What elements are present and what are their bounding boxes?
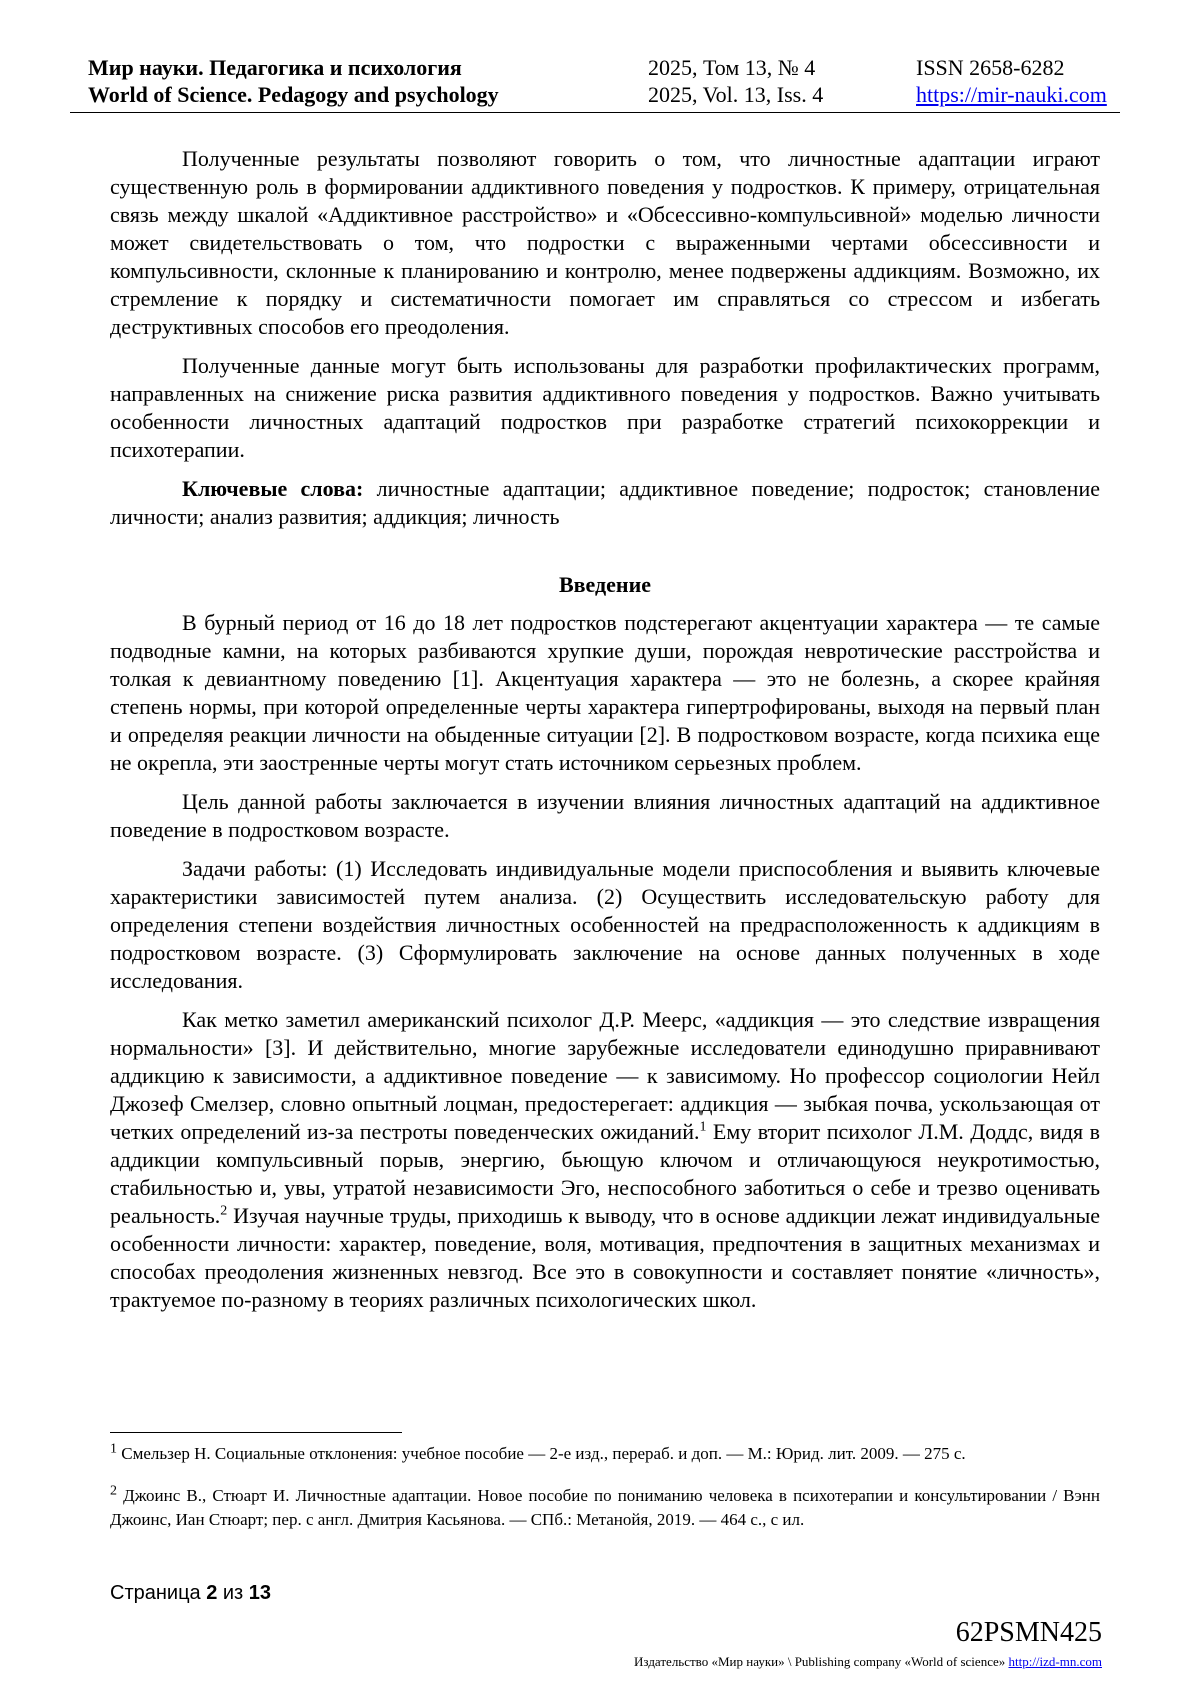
footnote-1-text: Смельзер Н. Социальные отклонения: учебное пособие — 2-е изд., перераб. и доп. — М.: Юрид. лит. 2009. — 275 с.	[117, 1444, 966, 1463]
publisher-line	[634, 1654, 1102, 1670]
footnote-1	[110, 1442, 1100, 1466]
page-prefix: Страница	[110, 1582, 207, 1604]
intro-paragraph-4	[110, 1006, 1100, 1314]
intro-paragraph-3: Задачи работы: (1) Исследовать индивидуальные модели приспособления и выявить ключевые характеристики зависимостей путем анализа. (2) Осуществить исследовательскую работу для определения степени воздействия личностных особенностей на предрасположенность к аддикциям в подростковом возрасте. (3) Сформулировать заключение на основе данных полученных в ходе исследования.	[110, 856, 1100, 993]
page-header	[70, 54, 1120, 113]
page-mid: из	[217, 1582, 249, 1604]
issue-info	[648, 54, 823, 108]
issn-block	[916, 54, 1107, 108]
keywords-label: Ключевые слова:	[182, 476, 364, 501]
intro-p4-part3: Изучая научные труды, приходишь к выводу, что в основе аддикции лежат индивидуальные особенности личности: характер, поведение, воля, мотивация, предпочтения в защитных механизмах и способах преодоления жизненных невзгод. Все это в совокупности и составляет понятие «личность», трактуемое по-разному в теориях различных психологических школ.	[110, 1203, 1100, 1312]
journal-title-en: World of Science. Pedagogy and psychology	[88, 82, 499, 107]
issn: ISSN 2658-6282	[916, 55, 1065, 80]
journal-title-ru: Мир науки. Педагогика и психология	[88, 55, 462, 80]
issue-en: 2025, Vol. 13, Iss. 4	[648, 82, 824, 107]
abstract-paragraph-1: Полученные результаты позволяют говорить о том, что личностные адаптации играют существенную роль в формировании аддиктивного поведения у подростков. К примеру, отрицательная связь между шкалой «Аддиктивное расстройство» и «Обсессивно-компульсивной» моделью личности может свидетельствовать о том, что подростки с выраженными чертами обсессивности и компульсивности, склонные к планированию и контролю, менее подвержены аддикциям. Возможно, их стремление к порядку и систематичности помогает им справляться со стрессом и избегать деструктивных способов его преодоления.	[110, 146, 1100, 339]
footnote-ref-2[interactable]: 2	[220, 1203, 228, 1219]
intro-p4-part2: Ему вторит психолог Л.М. Доддс, видя в аддикции компульсивный порыв, энергию, бьющую ключом и отличающуюся неукротимостью, стабильностью и, увы, утратой независимости Эго, неспособного заботиться о себе и трезво оценивать реальность.	[110, 1119, 1100, 1228]
footnote-2-num: 2	[110, 1483, 117, 1499]
footnote-2-text: Джоинс В., Стюарт И. Личностные адаптации. Новое пособие по пониманию человека в психотерапии и консультировании / Вэнн Джоинс, Иан Стюарт; пер. с англ. Дмитрия Касьянова. — СПб.: Метанойя, 2019. — 464 с., с ил.	[110, 1486, 1100, 1529]
journal-link[interactable]: https://mir-nauki.com	[916, 82, 1107, 107]
publisher-text: Издательство «Мир науки» \ Publishing company «World of science»	[634, 1654, 1009, 1669]
keywords-list: личностные адаптации; аддиктивное поведение; подросток; становление личности; анализ развития; аддикция; личность	[110, 476, 1100, 529]
footnote-divider	[110, 1432, 402, 1433]
journal-title	[88, 54, 499, 108]
footnote-2	[110, 1484, 1100, 1532]
issue-ru: 2025, Том 13, № 4	[648, 55, 816, 80]
intro-paragraph-2: Цель данной работы заключается в изучении влияния личностных адаптаций на аддиктивное поведение в подростковом возрасте.	[110, 789, 1100, 842]
keywords	[110, 475, 1100, 531]
page-current: 2	[206, 1582, 218, 1604]
intro-paragraph-1: В бурный период от 16 до 18 лет подростков подстерегают акцентуации характера — те самые подводные камни, на которых разбиваются хрупкие души, порождая невротические расстройства и толкая к девиантному поведению [1]. Акцентуация характера — это не болезнь, а скорее крайняя степень нормы, при которой определенные черты характера гипертрофированы, выходя на первый план и определяя реакции личности на обыденные ситуации [2]. В подростковом возрасте, когда психика еще не окрепла, эти заостренные черты могут стать источником серьезных проблем.	[110, 610, 1100, 775]
footnote-1-num: 1	[110, 1441, 117, 1457]
page-number	[110, 1582, 271, 1605]
article-code: 62PSMN425	[955, 1617, 1102, 1648]
page-total: 13	[248, 1582, 272, 1604]
abstract-paragraph-2: Полученные данные могут быть использованы для разработки профилактических программ, направленных на снижение риска развития аддиктивного поведения у подростков. Важно учитывать особенности личностных адаптаций подростков при разработке стратегий психокоррекции и психотерапии.	[110, 353, 1100, 462]
article-body	[110, 145, 1100, 1325]
section-heading-intro: Введение	[558, 572, 652, 597]
footnote-ref-1[interactable]: 1	[699, 1119, 707, 1135]
publisher-link[interactable]: http://izd-mn.com	[1008, 1654, 1102, 1669]
intro-p4-part1: Как метко заметил американский психолог Д.Р. Меерс, «аддикция — это следствие извращения нормальности» [3]. И действительно, многие зарубежные исследователи единодушно приравнивают аддикцию к зависимости, а аддиктивное поведение — к зависимому. Но профессор социологии Нейл Джозеф Смелзер, словно опытный лоцман, предостерегает: аддикция — зыбкая почва, ускользающая от четких определений из-за пестроты поведенческих ожиданий.	[110, 1007, 1100, 1144]
